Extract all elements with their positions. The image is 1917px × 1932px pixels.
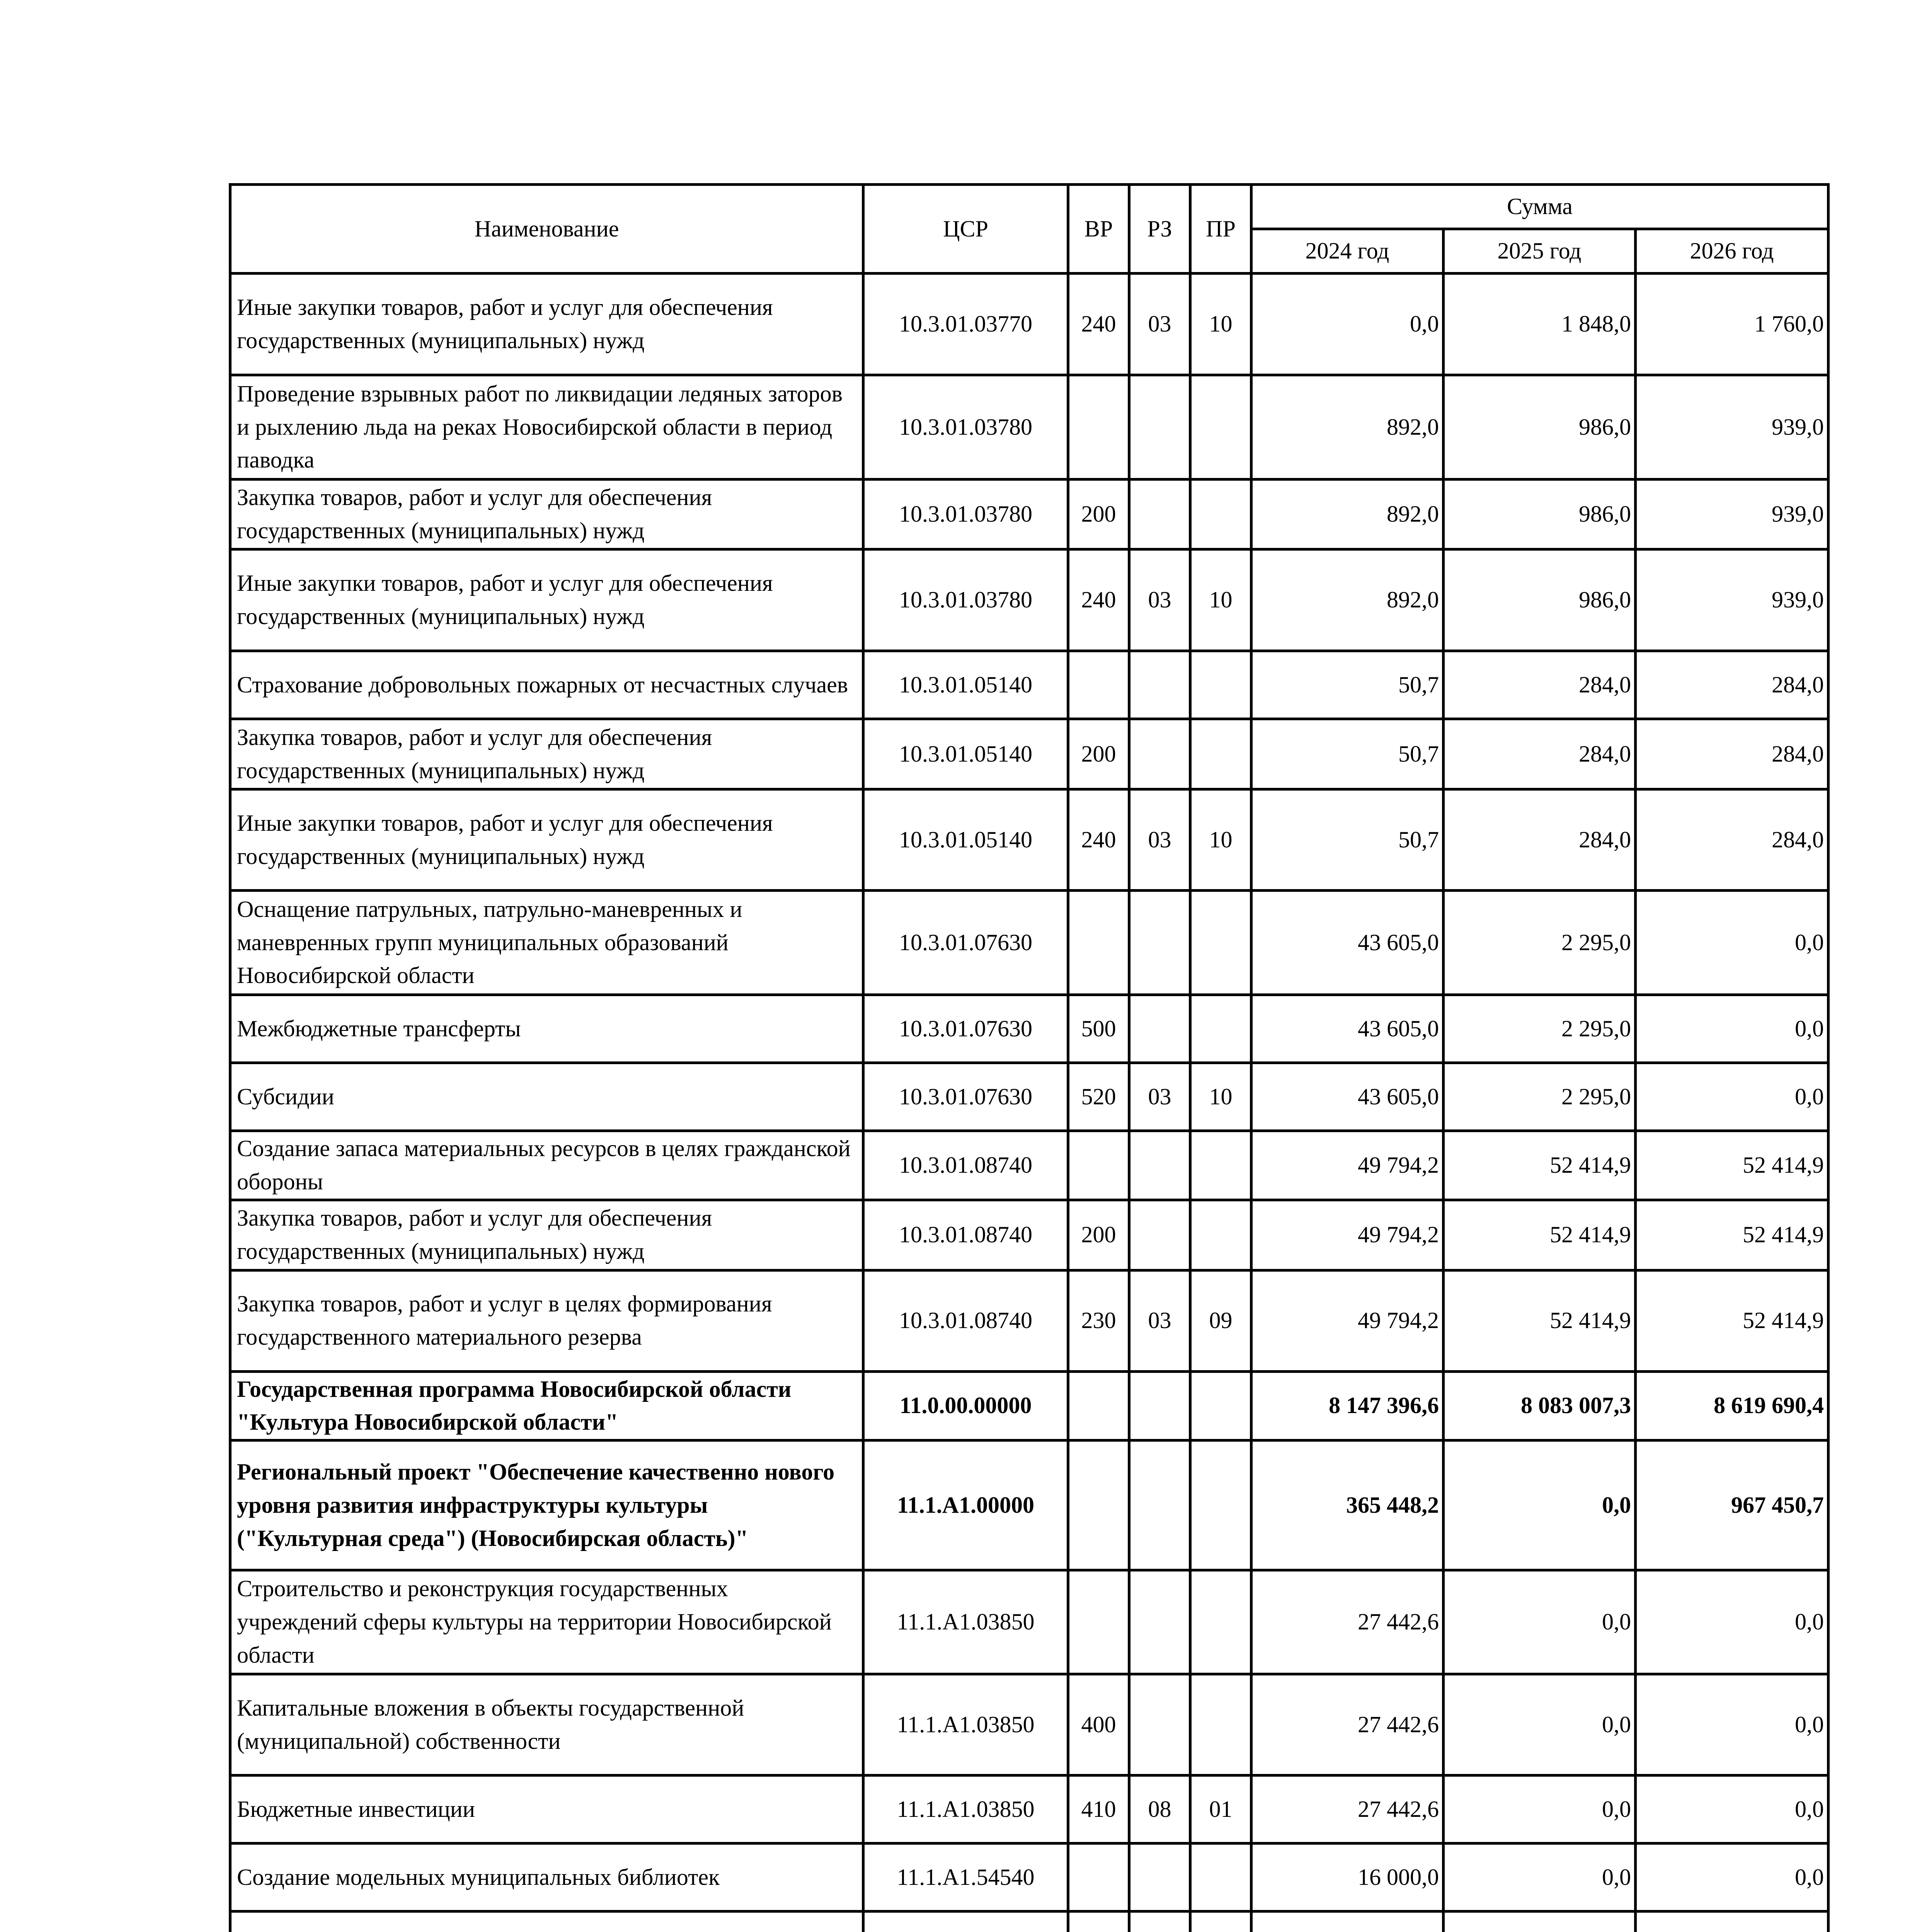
header-year-2024: 2024 год [1251,229,1444,274]
cell-2025: 8 083 007,3 [1444,1371,1636,1440]
header-csr: ЦСР [863,185,1068,274]
cell-csr: 11.1.А1.54540 [863,1844,1068,1912]
cell-2024: 8 147 396,6 [1251,1371,1444,1440]
cell-csr: 10.3.01.08740 [863,1270,1068,1371]
cell-rz: 03 [1129,274,1190,375]
cell-rz [1129,1570,1190,1674]
cell-rz: 03 [1129,1063,1190,1131]
table-row [230,891,1828,995]
cell-pr: 10 [1190,549,1251,651]
header-year-2026: 2026 год [1636,229,1828,274]
cell-2026: 939,0 [1636,480,1828,549]
cell-name: Государственная программа Новосибирской области "Культура Новосибирской области" [230,1371,863,1440]
cell-pr [1190,1131,1251,1200]
cell-csr: 10.3.01.05140 [863,651,1068,719]
cell-2025: 0,0 [1444,1440,1636,1570]
table-row [230,719,1828,789]
cell-rz [1129,995,1190,1063]
cell-name: Закупка товаров, работ и услуг для обеспечения государственных (муниципальных) нужд [230,1200,863,1270]
cell-vr [1068,375,1129,480]
cell-name: Межбюджетные трансферты [230,995,863,1063]
cell-2025: 0,0 [1444,1674,1636,1776]
cell-2026 [1636,1912,1828,1932]
cell-2024: 50,7 [1251,789,1444,891]
table-row [230,1131,1828,1200]
cell-pr: 10 [1190,274,1251,375]
table-row [230,1063,1828,1131]
cell-csr: 10.3.01.07630 [863,891,1068,995]
cell-2025: 52 414,9 [1444,1270,1636,1371]
cell-csr: 11.1.А1.00000 [863,1440,1068,1570]
cell-vr: 410 [1068,1776,1129,1844]
cell-pr [1190,891,1251,995]
cell-vr [1068,1131,1129,1200]
cell-rz: 08 [1129,1776,1190,1844]
cell-2026: 52 414,9 [1636,1270,1828,1371]
cell-rz: 03 [1129,1270,1190,1371]
cell-2026: 1 760,0 [1636,274,1828,375]
cell-2025 [1444,1912,1636,1932]
cell-rz [1129,891,1190,995]
cell-csr: 11.1.А1.03850 [863,1776,1068,1844]
cell-name: Капитальные вложения в объекты государственной (муниципальной) собственности [230,1674,863,1776]
cell-rz [1129,1131,1190,1200]
cell-vr: 200 [1068,719,1129,789]
cell-2026: 0,0 [1636,891,1828,995]
cell-pr [1190,1200,1251,1270]
cell-2024: 49 794,2 [1251,1200,1444,1270]
cell-2026: 284,0 [1636,651,1828,719]
cell-csr [863,1912,1068,1932]
cell-vr [1068,1912,1129,1932]
cell-2024: 0,0 [1251,274,1444,375]
cell-2024: 16 000,0 [1251,1844,1444,1912]
cell-2026: 0,0 [1636,1844,1828,1912]
cell-vr [1068,651,1129,719]
cell-name: Закупка товаров, работ и услуг для обеспечения государственных (муниципальных) нужд [230,480,863,549]
cell-vr: 200 [1068,480,1129,549]
cell-vr: 400 [1068,1674,1129,1776]
cell-2025: 986,0 [1444,480,1636,549]
header-row-top [230,185,1828,229]
table-row [230,274,1828,375]
cell-pr [1190,375,1251,480]
cell-name: Закупка товаров, работ и услуг для обеспечения государственных (муниципальных) нужд [230,719,863,789]
header-sum: Сумма [1251,185,1828,229]
cell-2026: 939,0 [1636,375,1828,480]
cell-2025: 52 414,9 [1444,1131,1636,1200]
table-row [230,789,1828,891]
cell-2026: 0,0 [1636,995,1828,1063]
cell-name: Региональный проект "Обеспечение качественно нового уровня развития инфраструктуры культуры ("Культурная среда") (Новосибирская область)" [230,1440,863,1570]
cell-pr [1190,480,1251,549]
cell-vr: 520 [1068,1063,1129,1131]
cell-rz [1129,1912,1190,1932]
cell-csr: 10.3.01.05140 [863,789,1068,891]
header-name: Наименование [230,185,863,274]
cell-pr [1190,1674,1251,1776]
cell-csr: 11.1.А1.03850 [863,1674,1068,1776]
table-row [230,1912,1828,1932]
cell-2024: 43 605,0 [1251,995,1444,1063]
cell-2024 [1251,1912,1444,1932]
cell-name: Создание модельных муниципальных библиотек [230,1844,863,1912]
cell-pr [1190,1844,1251,1912]
cell-rz [1129,1844,1190,1912]
cell-pr [1190,1912,1251,1932]
cell-pr: 10 [1190,1063,1251,1131]
cell-name: Закупка товаров, работ и услуг в целях формирования государственного материального резерва [230,1270,863,1371]
cell-pr: 01 [1190,1776,1251,1844]
cell-csr: 11.0.00.00000 [863,1371,1068,1440]
cell-vr: 240 [1068,789,1129,891]
table-row [230,1570,1828,1674]
cell-pr [1190,1440,1251,1570]
cell-2025: 284,0 [1444,789,1636,891]
cell-2024: 43 605,0 [1251,1063,1444,1131]
cell-name: Иные закупки товаров, работ и услуг для обеспечения государственных (муниципальных) нужд [230,274,863,375]
cell-csr: 10.3.01.07630 [863,1063,1068,1131]
cell-2026: 8 619 690,4 [1636,1371,1828,1440]
cell-pr [1190,651,1251,719]
cell-csr: 10.3.01.03770 [863,274,1068,375]
cell-pr: 09 [1190,1270,1251,1371]
cell-2025: 2 295,0 [1444,1063,1636,1131]
cell-rz [1129,719,1190,789]
cell-name: Иные закупки товаров, работ и услуг для обеспечения государственных (муниципальных) нужд [230,549,863,651]
cell-name: Строительство и реконструкция государственных учреждений сферы культуры на территории Новосибирской области [230,1570,863,1674]
cell-2025: 0,0 [1444,1776,1636,1844]
cell-csr: 10.3.01.05140 [863,719,1068,789]
cell-pr [1190,1570,1251,1674]
cell-2025: 284,0 [1444,651,1636,719]
cell-name: Оснащение патрульных, патрульно-маневренных и маневренных групп муниципальных образований Новосибирской области [230,891,863,995]
cell-vr [1068,1570,1129,1674]
cell-2025: 2 295,0 [1444,891,1636,995]
cell-2026: 0,0 [1636,1776,1828,1844]
cell-csr: 10.3.01.03780 [863,549,1068,651]
cell-vr [1068,1844,1129,1912]
cell-2024: 27 442,6 [1251,1570,1444,1674]
table-row [230,1200,1828,1270]
header-vr: ВР [1068,185,1129,274]
table-row [230,549,1828,651]
table-body [230,274,1828,1932]
cell-2024: 27 442,6 [1251,1776,1444,1844]
table-row [230,1674,1828,1776]
cell-name: Страхование добровольных пожарных от несчастных случаев [230,651,863,719]
cell-2025: 986,0 [1444,375,1636,480]
cell-2026: 52 414,9 [1636,1131,1828,1200]
table-row [230,1844,1828,1912]
cell-2026: 284,0 [1636,789,1828,891]
header-rz: РЗ [1129,185,1190,274]
cell-2025: 0,0 [1444,1844,1636,1912]
cell-2024: 49 794,2 [1251,1131,1444,1200]
cell-2024: 49 794,2 [1251,1270,1444,1371]
cell-name: Субсидии [230,1063,863,1131]
cell-2025: 0,0 [1444,1570,1636,1674]
cell-2025: 2 295,0 [1444,995,1636,1063]
table-row [230,651,1828,719]
table-row [230,1440,1828,1570]
cell-rz: 03 [1129,789,1190,891]
cell-rz [1129,480,1190,549]
cell-2026: 52 414,9 [1636,1200,1828,1270]
table-row [230,1270,1828,1371]
cell-pr [1190,719,1251,789]
cell-name: Создание запаса материальных ресурсов в целях гражданской обороны [230,1131,863,1200]
cell-2026: 939,0 [1636,549,1828,651]
cell-rz [1129,1200,1190,1270]
cell-vr [1068,1371,1129,1440]
cell-csr: 10.3.01.08740 [863,1131,1068,1200]
table-row [230,1371,1828,1440]
cell-2024: 892,0 [1251,375,1444,480]
cell-rz [1129,1674,1190,1776]
cell-csr: 10.3.01.08740 [863,1200,1068,1270]
cell-2026: 0,0 [1636,1063,1828,1131]
cell-2024: 43 605,0 [1251,891,1444,995]
cell-2025: 986,0 [1444,549,1636,651]
cell-2026: 0,0 [1636,1570,1828,1674]
cell-vr [1068,891,1129,995]
cell-2024: 50,7 [1251,651,1444,719]
cell-pr [1190,1371,1251,1440]
cell-csr: 11.1.А1.03850 [863,1570,1068,1674]
cell-csr: 10.3.01.03780 [863,480,1068,549]
cell-name: Бюджетные инвестиции [230,1776,863,1844]
cell-pr [1190,995,1251,1063]
cell-rz [1129,1440,1190,1570]
cell-2025: 1 848,0 [1444,274,1636,375]
cell-vr: 240 [1068,274,1129,375]
cell-2025: 52 414,9 [1444,1200,1636,1270]
cell-2026: 284,0 [1636,719,1828,789]
cell-vr: 240 [1068,549,1129,651]
table-row [230,1776,1828,1844]
cell-vr: 200 [1068,1200,1129,1270]
header-year-2025: 2025 год [1444,229,1636,274]
cell-rz [1129,651,1190,719]
cell-2024: 50,7 [1251,719,1444,789]
table-row [230,375,1828,480]
cell-csr: 10.3.01.03780 [863,375,1068,480]
table-row [230,995,1828,1063]
cell-2024: 892,0 [1251,549,1444,651]
cell-2025: 284,0 [1444,719,1636,789]
header-pr: ПР [1190,185,1251,274]
cell-rz: 03 [1129,549,1190,651]
cell-2024: 365 448,2 [1251,1440,1444,1570]
cell-rz [1129,375,1190,480]
cell-name [230,1912,863,1932]
cell-vr: 230 [1068,1270,1129,1371]
cell-rz [1129,1371,1190,1440]
cell-2024: 892,0 [1251,480,1444,549]
cell-csr: 10.3.01.07630 [863,995,1068,1063]
budget-table [229,183,1830,1932]
table-row [230,480,1828,549]
cell-2026: 967 450,7 [1636,1440,1828,1570]
cell-vr: 500 [1068,995,1129,1063]
cell-2024: 27 442,6 [1251,1674,1444,1776]
cell-name: Проведение взрывных работ по ликвидации ледяных заторов и рыхлению льда на реках Новосибирской области в период паводка [230,375,863,480]
cell-2026: 0,0 [1636,1674,1828,1776]
cell-name: Иные закупки товаров, работ и услуг для обеспечения государственных (муниципальных) нужд [230,789,863,891]
cell-pr: 10 [1190,789,1251,891]
cell-vr [1068,1440,1129,1570]
